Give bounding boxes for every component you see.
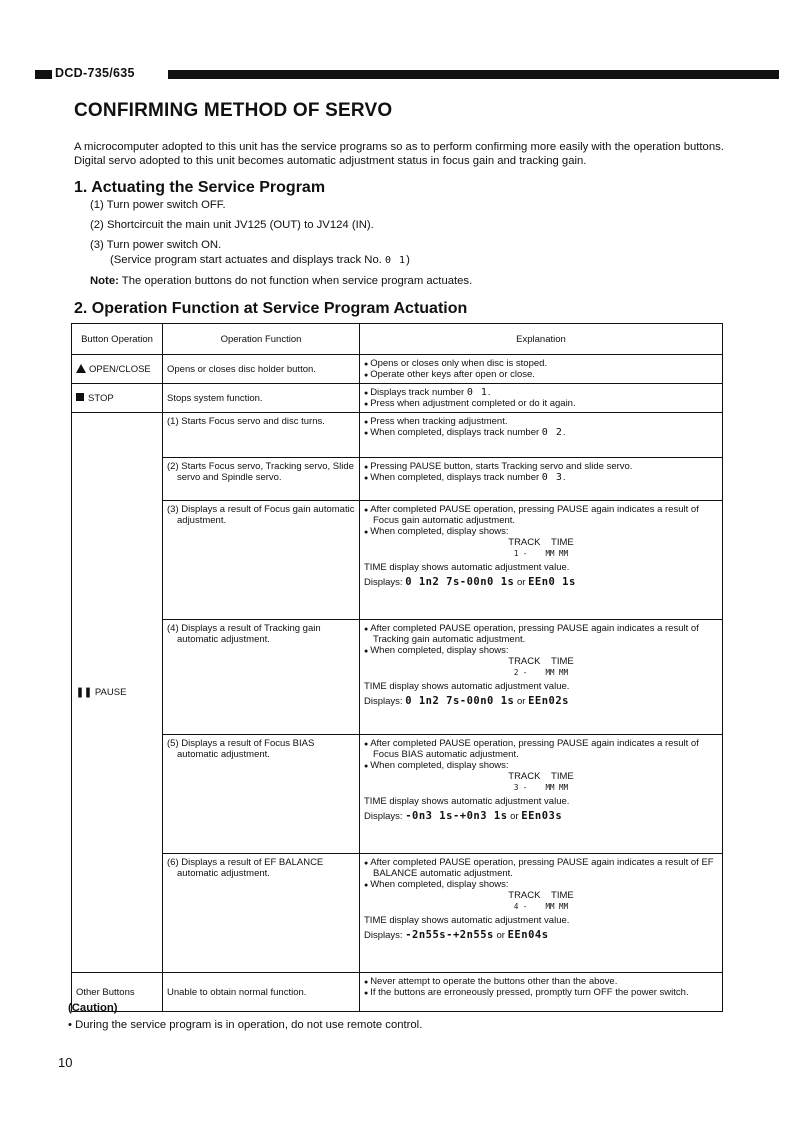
explanation-cell: ● After completed PAUSE operation, pressing PAUSE again indicates a result of EF BALANCE automatic adjustment. ● When completed, display shows: TRACK TIME 4 - MM MM TIME display shows automatic adjustment value. Displays: -2n55s-+2n55s or EEn04s — [360, 854, 723, 973]
table-row-other — [72, 973, 723, 1012]
button-pause: ❚❚ PAUSE — [72, 413, 163, 973]
button-stop: STOP — [72, 384, 163, 413]
note: Note: The operation buttons do not function when service program actuates. — [90, 275, 473, 287]
table-row-stop — [72, 384, 723, 413]
col-button: Button Operation — [72, 324, 163, 355]
display-readout: TRACK TIME 3 - MM MM — [508, 771, 574, 792]
explanation-cell: ● Pressing PAUSE button, starts Tracking servo and slide servo. ● When completed, displays track number 0 3. — [360, 458, 723, 501]
header-rule-left — [35, 70, 52, 79]
header-rule — [168, 70, 779, 79]
eject-icon — [76, 364, 86, 373]
function-text: Unable to obtain normal function. — [163, 973, 360, 1012]
function-text: (3) Displays a result of Focus gain automatic adjustment. — [163, 501, 360, 620]
table-header-row — [72, 324, 723, 355]
function-text: (5) Displays a result of Focus BIAS automatic adjustment. — [163, 735, 360, 854]
function-text: (6) Displays a result of EF BALANCE automatic adjustment. — [163, 854, 360, 973]
table-row-pause-1 — [72, 413, 723, 458]
col-function: Operation Function — [163, 324, 360, 355]
table-row-open-close — [72, 355, 723, 384]
step-2: (2) Shortcircuit the main unit JV125 (OUT) to JV124 (IN). — [90, 219, 374, 231]
operation-table — [71, 323, 723, 1012]
table-row-pause-6 — [72, 854, 723, 973]
explanation-cell: ● Opens or closes only when disc is stoped. ● Operate other keys after open or close. — [360, 355, 723, 384]
intro-paragraph: A microcomputer adopted to this unit has the service programs so as to perform confirming more easily with the operation buttons. Digital servo adopted to this unit becomes automatic adjustment status in focus gain and tracking gain. — [74, 141, 724, 167]
caution-label: (Caution) — [68, 1002, 118, 1014]
page-number: 10 — [58, 1055, 73, 1070]
stop-icon — [76, 393, 84, 401]
step-1: (1) Turn power switch OFF. — [90, 199, 226, 211]
function-text: (2) Starts Focus servo, Tracking servo, Slide servo and Spindle servo. — [163, 458, 360, 501]
display-readout: TRACK TIME 4 - MM MM — [508, 890, 574, 911]
step-3: (3) Turn power switch ON. — [90, 239, 222, 251]
section1-heading: 1. Actuating the Service Program — [74, 179, 326, 196]
model-number: DCD-735/635 — [55, 66, 135, 80]
track-display: 0 1 — [385, 255, 407, 266]
table-row-pause-4 — [72, 620, 723, 735]
function-text: Opens or closes disc holder button. — [163, 355, 360, 384]
table-row-pause-5 — [72, 735, 723, 854]
function-text: (4) Displays a result of Tracking gain automatic adjustment. — [163, 620, 360, 735]
explanation-cell: ● After completed PAUSE operation, pressing PAUSE again indicates a result of Tracking gain automatic adjustment. ● When completed, display shows: TRACK TIME 2 - MM MM TIME display shows automatic adjustment value. Displays: 0 1n2 7s-00n0 1s or EEn02s — [360, 620, 723, 735]
button-open-close: OPEN/CLOSE — [72, 355, 163, 384]
explanation-cell: ● Press when tracking adjustment. ● When completed, displays track number 0 2. — [360, 413, 723, 458]
section2-heading: 2. Operation Function at Service Program Actuation — [74, 300, 468, 317]
page-title: CONFIRMING METHOD OF SERVO — [74, 100, 393, 121]
explanation-cell: ● Never attempt to operate the buttons other than the above. ● If the buttons are erroneously pressed, promptly turn OFF the power switch. — [360, 973, 723, 1012]
display-readout: TRACK TIME 2 - MM MM — [508, 656, 574, 677]
function-text: (1) Starts Focus servo and disc turns. — [163, 413, 360, 458]
explanation-cell: ● After completed PAUSE operation, pressing PAUSE again indicates a result of Focus gain automatic adjustment. ● When completed, display shows: TRACK TIME 1 - MM MM TIME display shows automatic adjustment value. Displays: 0 1n2 7s-00n0 1s or EEn0 1s — [360, 501, 723, 620]
display-readout: TRACK TIME 1 - MM MM — [508, 537, 574, 558]
step-3-note: (Service program start actuates and displays track No. 0 1) — [110, 254, 410, 266]
pause-icon: ❚❚ — [76, 687, 92, 698]
caution-text: • During the service program is in operation, do not use remote control. — [68, 1019, 423, 1031]
button-other: Other Buttons — [72, 973, 163, 1012]
explanation-cell: ● Displays track number 0 1. ● Press when adjustment completed or do it again. — [360, 384, 723, 413]
explanation-cell: ● After completed PAUSE operation, pressing PAUSE again indicates a result of Focus BIAS automatic adjustment. ● When completed, display shows: TRACK TIME 3 - MM MM TIME display shows automatic adjustment value. Displays: -0n3 1s-+0n3 1s or EEn03s — [360, 735, 723, 854]
col-explanation: Explanation — [360, 324, 723, 355]
table-row-pause-3 — [72, 501, 723, 620]
function-text: Stops system function. — [163, 384, 360, 413]
table-row-pause-2 — [72, 458, 723, 501]
